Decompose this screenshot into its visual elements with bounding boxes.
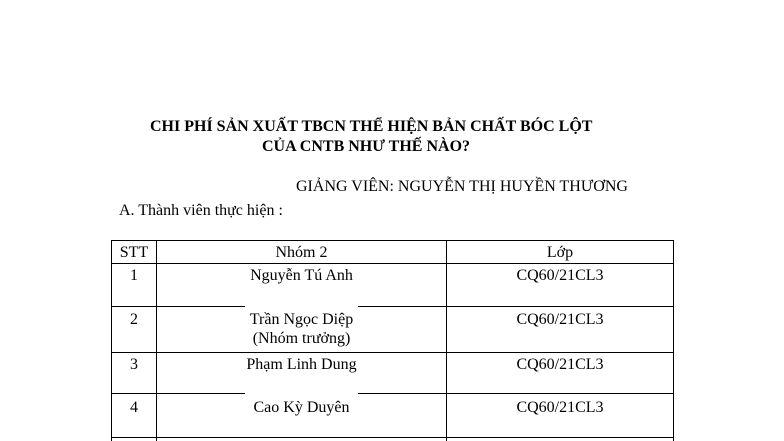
row-divider bbox=[112, 352, 673, 353]
lecturer-line: GIẢNG VIÊN: NGUYỄN THỊ HUYỀN THƯƠNG bbox=[296, 178, 628, 195]
table-row-name: Cao Kỳ Duyên bbox=[253, 399, 350, 416]
table-row-name-note: (Nhóm trưởng) bbox=[252, 330, 351, 347]
row-divider-left bbox=[112, 393, 245, 394]
table-row-class: CQ60/21CL3 bbox=[516, 267, 604, 284]
table-row-stt: 3 bbox=[130, 356, 138, 373]
header-stt: STT bbox=[119, 244, 149, 261]
document-title-line-1: CHI PHÍ SẢN XUẤT TBCN THỂ HIỆN BẢN CHẤT BÓC LỘT bbox=[150, 118, 593, 135]
row-divider-left bbox=[112, 306, 245, 307]
header-class: Lớp bbox=[546, 244, 574, 261]
table-row-class: CQ60/21CL3 bbox=[516, 356, 604, 373]
members-table bbox=[111, 240, 674, 441]
section-heading: A. Thành viên thực hiện : bbox=[119, 202, 283, 219]
document-title-line-2: CỦA CNTB NHƯ THẾ NÀO? bbox=[262, 138, 471, 155]
header-group: Nhóm 2 bbox=[275, 244, 328, 261]
table-row-name: Trần Ngọc Diệp bbox=[249, 311, 354, 328]
table-row-stt: 2 bbox=[130, 311, 138, 328]
table-row-class: CQ60/21CL3 bbox=[516, 311, 604, 328]
row-divider-right bbox=[358, 306, 673, 307]
row-divider bbox=[112, 437, 673, 438]
table-row-name: Nguyễn Tú Anh bbox=[250, 267, 353, 284]
row-divider-right bbox=[358, 393, 673, 394]
row-divider bbox=[112, 263, 673, 264]
table-row-stt: 1 bbox=[130, 267, 138, 284]
table-row-name: Phạm Linh Dung bbox=[246, 356, 357, 373]
table-row-stt: 4 bbox=[130, 399, 138, 416]
table-row-class: CQ60/21CL3 bbox=[516, 399, 604, 416]
